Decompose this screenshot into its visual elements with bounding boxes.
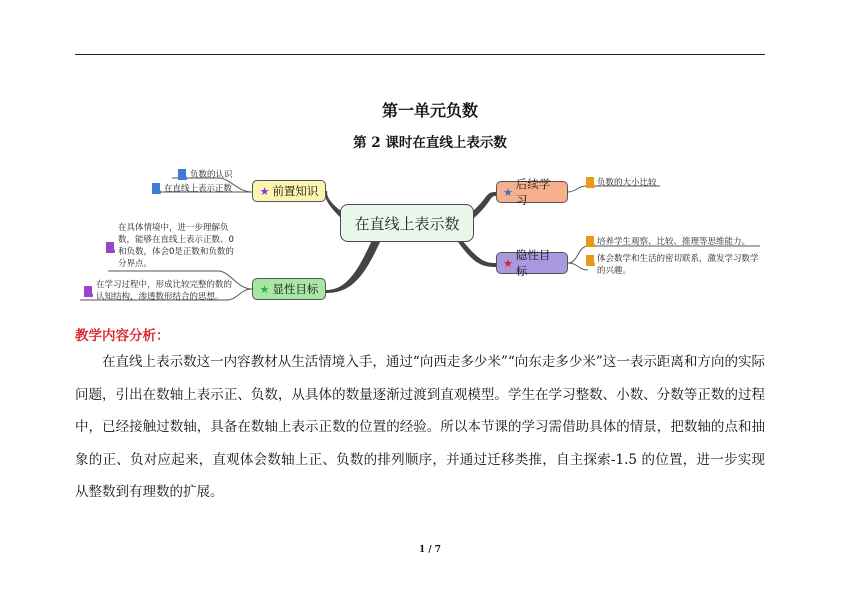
page-title: 第一单元负数 <box>381 101 478 120</box>
section-heading: 教学内容分析： <box>75 328 170 344</box>
star-icon: ★ <box>259 184 270 198</box>
leaf-prior-2: 在直线上表示正数 <box>164 184 233 194</box>
node-label: 前置知识 <box>272 184 319 198</box>
star-icon: ★ <box>503 256 513 270</box>
leaf-prior-1: 负数的认识 <box>190 170 233 180</box>
person-icon <box>106 242 114 253</box>
person-icon <box>586 255 594 266</box>
node-implicit-goals <box>496 248 568 278</box>
person-icon <box>178 169 186 180</box>
leaf-implicit-2: 体会数学和生活的密切联系，激发学习数学的兴趣。 <box>597 254 759 276</box>
node-prior-knowledge <box>252 180 326 202</box>
twig-implicit-2 <box>568 263 588 270</box>
person-icon <box>586 236 594 247</box>
node-follow-up <box>496 177 568 207</box>
branch-explicit <box>326 240 380 293</box>
lesson-subtitle: 第 2 课时在直线上表示数 <box>353 135 507 151</box>
star-icon: ★ <box>259 282 270 296</box>
person-icon <box>152 183 160 194</box>
content-analysis-paragraph: 在直线上表示数这一内容教材从生活情境入手，通过“向西走多少米”“向东走多少米”这一表示距离和方向的实际问题，引出在数轴上表示正、负数，从具体的数量逐渐过渡到直观模型。学生在学习整数、小数、分数等正数的过程中，已经接触过数轴，具备在数轴上表示正数的位置的经验。所以本节课的学习需借助具体的情景，把数轴的点和抽象的正、负对应起来，直观体会数轴上正、负数的排列顺序，并通过迁移类推，自主探索-1.5 的位置，进一步实现从整数到有理数的扩展。 <box>75 354 765 500</box>
branch-implicit <box>458 240 496 267</box>
page-number: 1 / 7 <box>418 545 442 555</box>
node-label: 隐性目标 <box>515 248 551 278</box>
leaf-explicit-1: 在具体情境中，进一步理解负数，能够在直线上表示正数、0和负数，体会0是正数和负数的分界点。 <box>118 223 234 269</box>
star-icon: ★ <box>503 185 513 199</box>
person-icon <box>586 177 594 188</box>
node-label: 显性目标 <box>272 282 319 296</box>
node-label: 后续学习 <box>515 177 551 207</box>
node-explicit-goals <box>252 278 326 300</box>
leaf-explicit-2: 在学习过程中，形成比较完整的数的认知结构，渗透数形结合的思想。 <box>96 280 233 302</box>
leaf-follow-1: 负数的大小比较 <box>597 178 657 188</box>
mindmap-center-node: 在直线上表示数 <box>340 204 474 242</box>
leaf-implicit-1: 培养学生观察、比较、推理等思维能力。 <box>597 237 751 247</box>
person-icon <box>84 286 92 297</box>
